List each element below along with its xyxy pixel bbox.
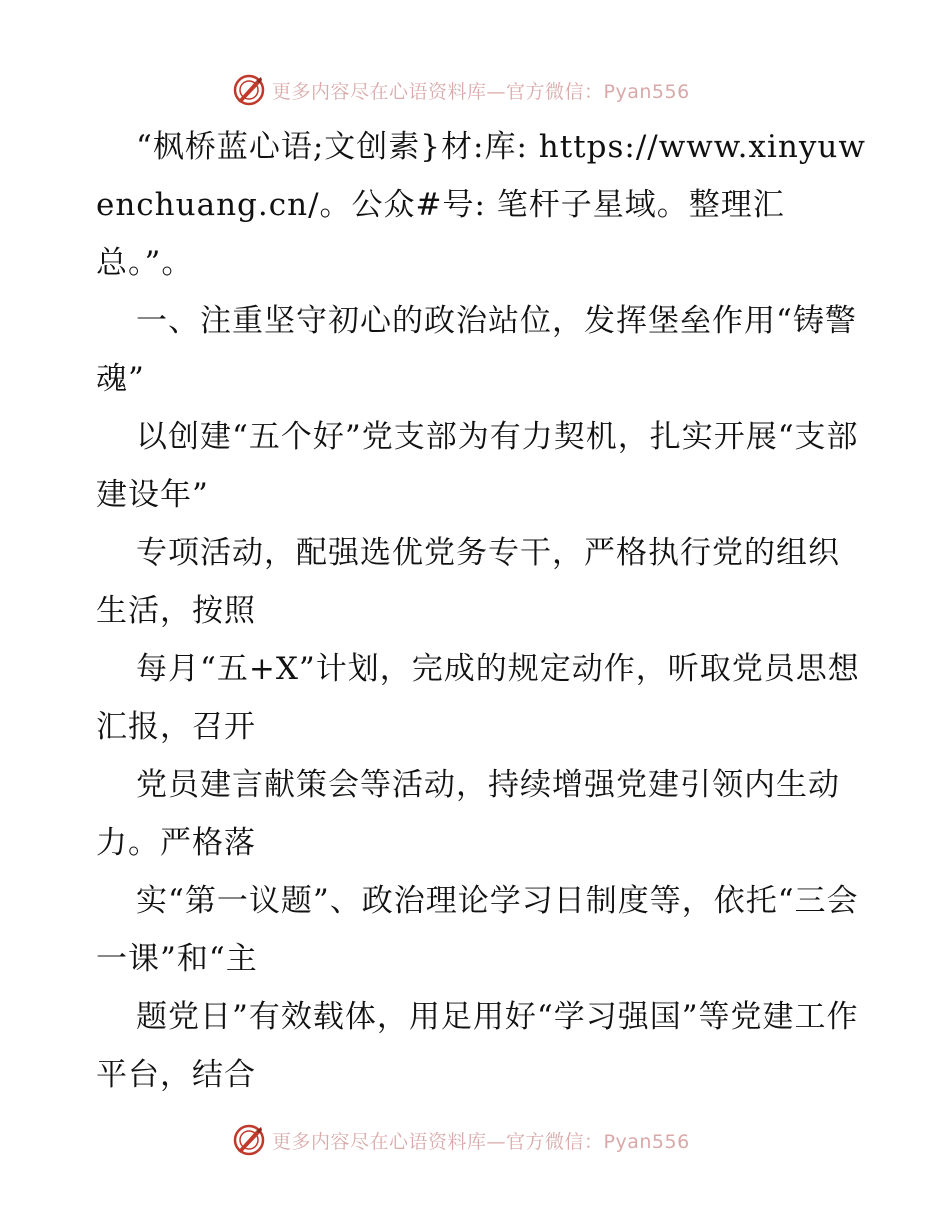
- wechat-handle: Pyan556: [603, 80, 690, 103]
- wechat-handle: Pyan556: [603, 1130, 690, 1153]
- banner-text: 更多内容尽在心语资料库—官方微信：Pyan556: [272, 1130, 690, 1153]
- paragraph-section-heading: 一、注重坚守初心的政治站位，发挥堡垒作用“铸警魂”: [96, 303, 857, 397]
- banner-text: 更多内容尽在心语资料库—官方微信：Pyan556: [272, 80, 690, 103]
- paragraph-body: 题党日”有效载体，用足用好“学习强国”等党建工作平台，结合: [96, 999, 859, 1093]
- paragraph-body: 以创建“五个好”党支部为有力契机，扎实开展“支部建设年”: [96, 419, 859, 513]
- paragraph-source-note: “枫桥蓝心语;文创素}材:库: https://www.xinyuwenchuang.cn/。公众#号: 笔杆子星域。整理汇总。”。: [96, 129, 866, 281]
- quill-logo-icon: [232, 1123, 266, 1157]
- document-body: [96, 118, 866, 1104]
- paragraph-body: 党员建言献策会等活动，持续增强党建引领内生动力。严格落: [96, 767, 840, 861]
- footer-watermark-banner: [232, 1120, 690, 1160]
- quill-logo-icon: [232, 73, 266, 107]
- paragraph-body: 专项活动，配强选优党务专干，严格执行党的组织生活，按照: [96, 535, 840, 629]
- paragraph-body: 实“第一议题”、政治理论学习日制度等，依托“三会一课”和“主: [96, 883, 859, 977]
- paragraph-body: 每月“五+X”计划，完成的规定动作，听取党员思想汇报，召开: [96, 651, 860, 745]
- header-watermark-banner: [232, 70, 690, 110]
